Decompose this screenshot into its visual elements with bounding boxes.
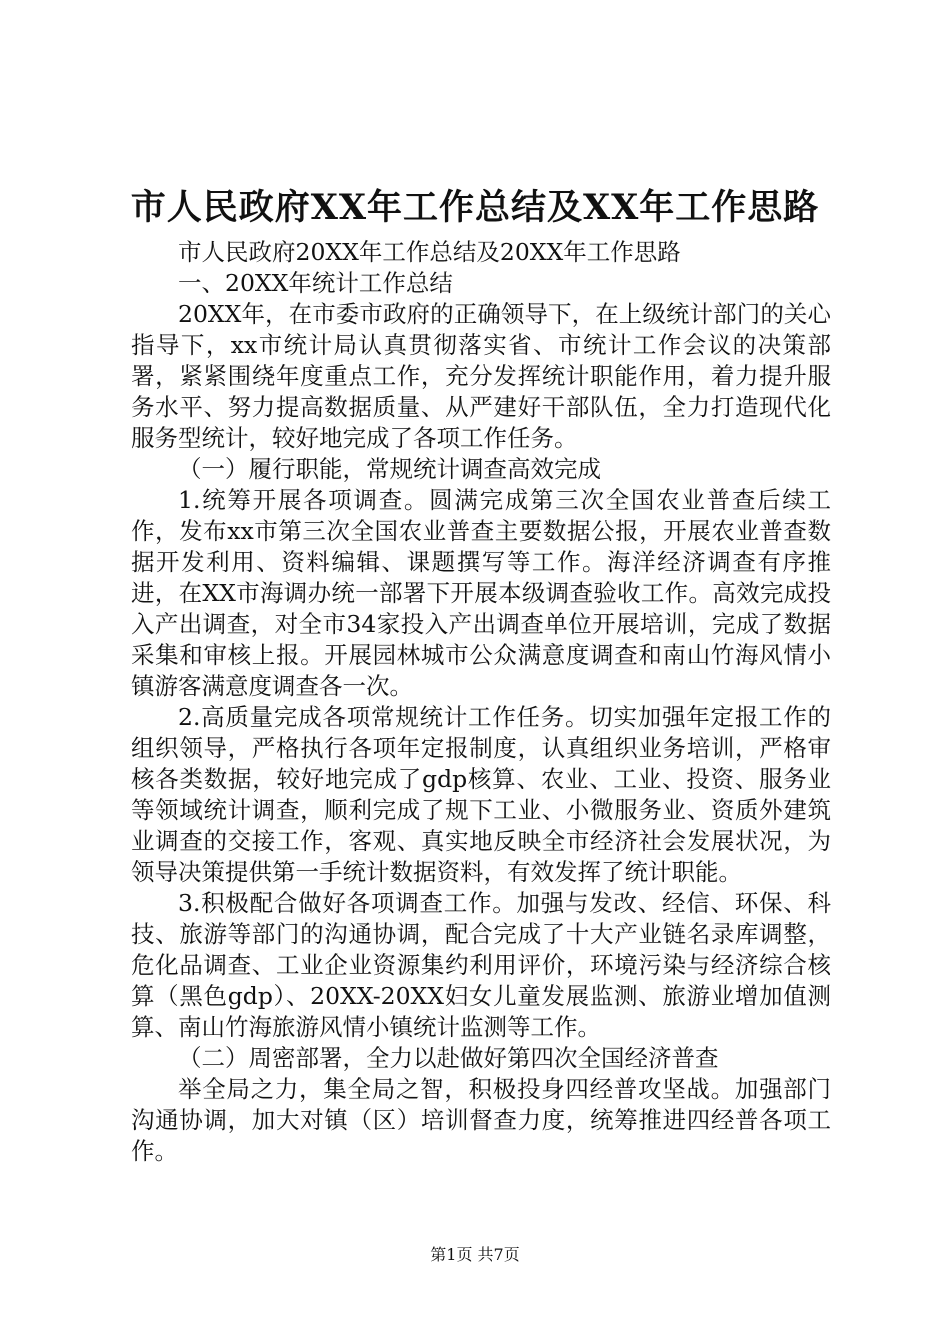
body-paragraph: 举全局之力，集全局之智，积极投身四经普攻坚战。加强部门沟通协调，加大对镇（区）培训督查力度，统筹推进四经普各项工作。 <box>131 1075 831 1165</box>
page-footer: 第1页 共7页 <box>430 1245 520 1264</box>
body-paragraph: 3.积极配合做好各项调查工作。加强与发改、经信、环保、科技、旅游等部门的沟通协调，配合完成了十大产业链名录库调整，危化品调查、工业企业资源集约利用评价，环境污染与经济综合核算（黑色gdp）、20XX-20XX妇女儿童发展监测、旅游业增加值测算、南山竹海旅游风情小镇统计监测等工作。 <box>131 889 831 1041</box>
section-heading: 一、20XX年统计工作总结 <box>178 269 453 297</box>
subsection-heading: （二）周密部署，全力以赴做好第四次全国经济普查 <box>178 1044 719 1072</box>
document-body <box>131 237 831 1167</box>
body-paragraph: 2.高质量完成各项常规统计工作任务。切实加强年定报工作的组织领导，严格执行各项年定报制度，认真组织业务培训，严格审核各类数据，较好地完成了gdp核算、农业、工业、投资、服务业等领域统计调查，顺利完成了规下工业、小微服务业、资质外建筑业调查的交接工作，客观、真实地反映全市经济社会发展状况，为领导决策提供第一手统计数据资料，有效发挥了统计职能。 <box>131 703 831 886</box>
subsection-heading: （一）履行职能，常规统计调查高效完成 <box>178 455 601 483</box>
document-title: 市人民政府XX年工作总结及XX年工作思路 <box>130 187 820 228</box>
body-paragraph: 20XX年，在市委市政府的正确领导下，在上级统计部门的关心指导下，xx市统计局认真贯彻落实省、市统计工作会议的决策部署，紧紧围绕年度重点工作，充分发挥统计职能作用，着力提升服务水平、努力提高数据质量、从严建好干部队伍，全力打造现代化服务型统计，较好地完成了各项工作任务。 <box>131 300 831 452</box>
subtitle-paragraph: 市人民政府20XX年工作总结及20XX年工作思路 <box>178 238 681 266</box>
body-paragraph: 1.统筹开展各项调查。圆满完成第三次全国农业普查后续工作，发布xx市第三次全国农业普查主要数据公报，开展农业普查数据开发利用、资料编辑、课题撰写等工作。海洋经济调查有序推进，在XX市海调办统一部署下开展本级调查验收工作。高效完成投入产出调查，对全市34家投入产出调查单位开展培训，完成了数据采集和审核上报。开展园林城市公众满意度调查和南山竹海风情小镇游客满意度调查各一次。 <box>131 486 831 700</box>
